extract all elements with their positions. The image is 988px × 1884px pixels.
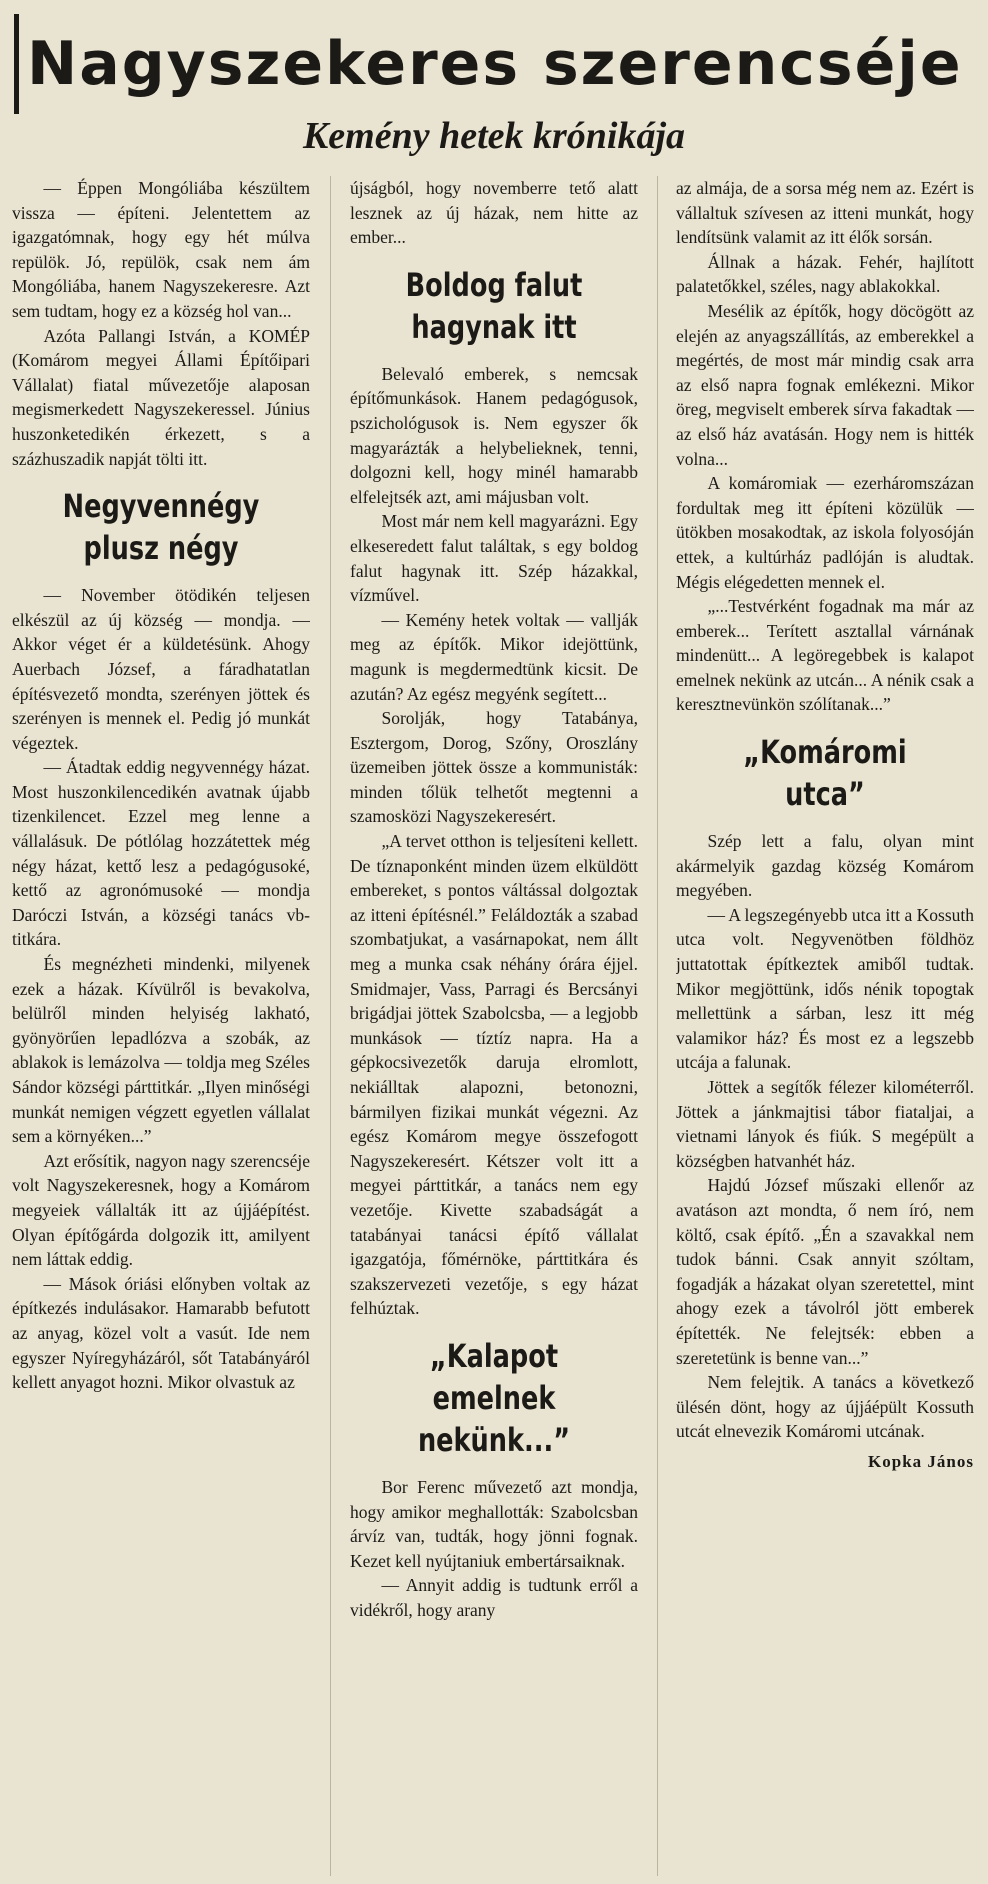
paragraph: Bor Ferenc művezető azt mondja, hogy amikor meghallották: Szabolcsban árvíz van, tudták, hogy jönni fognak. Kezet kell nyújtaniuk embertársaiknak. [350, 1476, 638, 1571]
paragraph: — Mások óriási előnyben voltak az építkezés indulásakor. Hamarabb befutott az anyag, közel volt a vasút. Ide nem egyszer Nyíregyházáról, sőt Tatabányáról kellett anyagot hozni. Mikor olvastuk az [12, 1273, 310, 1393]
paragraph: Azóta Pallangi István, a KOMÉP (Komárom megyei Állami Építőipari Vállalat) fiatal művezetője alaposan megismerkedett Nagyszekeressel. Június huszonketedikén érkezett, s a százhuszadik napját tölti itt. [12, 325, 310, 469]
paragraph: És megnézheti mindenki, milyenek ezek a házak. Kívülről is bevakolva, belülről minden helyiség lakható, gyönyörűen lepadlózva a szobák, az ablakok is lemázolva — toldja meg Széles Sándor községi párttitkár. „Ilyen minőségi munkát nemigen végzett egyetlen vállalat sem a környéken...” [12, 954, 310, 1147]
paragraph: az almája, de a sorsa még nem az. Ezért is vállaltuk szívesen az itteni munkát, hogy lendítsünk valamit az itt élők sorsán. [676, 178, 974, 248]
section-heading: Boldog falut hagynak itt [405, 265, 583, 346]
paragraph: — A legszegényebb utca itt a Kossuth utca volt. Negyvenötben földhöz juttatottak építkeztek amiből tudtak. Mikor megjöttünk, idős nénik topogtak mellettünk a sárban, lesz itt még valamikor ház? És most ez a legszebb utcája a falunak. [676, 904, 974, 1073]
paragraph: Belevaló emberek, s nemcsak építőmunkások. Hanem pedagógusok, pszichológusok is. Nem egyszer ők magyarázták a helybelieknek, tenni, dolgozni kell, hogy minél hamarabb elfelejtsék azt, ami májusban volt. [350, 363, 638, 507]
paragraph: Most már nem kell magyarázni. Egy elkeseredett falut találtak, s egy boldog falut hagynak itt. Szép házakkal, vízművel. [350, 511, 638, 606]
article-column-3 [676, 176, 974, 1876]
paragraph: Mesélik az építők, hogy döcögött az elején az anyagszállítás, az emberekkel a megértés, de most már mindig csak arra az első napra fognak emlékezni. Mikor öreg, megviselt emberek sírva fakadtak — az első ház avatásán. Hogy nem is hitték volna... [676, 300, 974, 469]
subheadline: Kemény hetek krónikája [302, 115, 686, 157]
paragraph: „...Testvérként fogadnak ma már az emberek... Terített asztallal várnának mindenütt... A legöregebbek is kalapot emelnek nekünk az utcán... A nénik csak a keresztnevünkön szólítanak...” [676, 596, 974, 715]
paragraph: „A tervet otthon is teljesíteni kellett. De tíznaponként minden üzem elküldött embereket, s pontos váltással dolgoztak az itteni építésnél.” Feláldozták a szabad szombatjukat, a vasárnapokat, nem állt meg a munka csak néhány órára éjjel. Smidmajer, Vass, Parragi és Bercsányi brigádjai jöttek Szabolcsba, — a legjobb munkások — tíztíz napra. Ha a gépkocsivezetők daruja elromlott, nekiálltak alapozni, betonozni, bármilyen fizikai munkát végezni. Az egész Komárom megye összefogott Nagyszekeresért. Kétszer volt itt a megyei párttitkár, a tanács nem egy vezetője. Kivette szabadságát a tatabányai tanácsi építő vállalat igazgatója, főmérnöke, párttitkára és szakszervezeti vezetője, s egy házat felhúztak. [350, 831, 638, 1319]
paragraph: Azt erősítik, nagyon nagy szerencséje volt Nagyszekeresnek, hogy a Komárom megyeiek vállalták itt az újjáépítést. Olyan építőgárda dolgozik itt, amilyent nem láttak eddig. [12, 1150, 310, 1270]
column-divider [330, 176, 331, 1876]
paragraph: — Átadtak eddig negyvennégy házat. Most huszonkilencedikén avatnak újabb tizenkilencet. Ezzel meg lenne a vállalásuk. De pótlólag hozzátettek még négy házat, kettő lesz a pedagógusoké, kettő az agronómusoké — mondja Daróczi István, a községi tanács vb-titkára. [12, 757, 310, 950]
paragraph: — Éppen Mongóliába készültem vissza — építeni. Jelentettem az igazgatómnak, hogy egy hét múlva repülök. Jó, repülök, csak nem ám Mongóliába, hanem Nagyszekeresre. Azt sem tudtam, hogy ez a község hol van... [12, 178, 310, 321]
paragraph: Sorolják, hogy Tatabánya, Esztergom, Dorog, Szőny, Oroszlány üzemeiben jöttek össze a kommunisták: minden tőlük telhetőt megtenni a szamosközi Nagyszekeresért. [350, 708, 638, 827]
article-column-2 [350, 176, 638, 1876]
paragraph: — Kemény hetek voltak — vallják meg az építők. Mikor idejöttünk, magunk is megdermedtünk kicsit. De azután? Az egész megyénk segített... [350, 609, 638, 704]
section-heading: „Komáromi utca” [743, 733, 907, 814]
article-column-1 [12, 176, 310, 1876]
paragraph: Jöttek a segítők félezer kilométerről. Jöttek a jánkmajtisi tábor fiataljai, a vietnami lányok és fiúk. S megépült a községben hatvanhét ház. [676, 1077, 974, 1171]
paragraph: újságból, hogy novemberre tető alatt lesznek az új házak, nem hitte az ember... [350, 178, 638, 248]
author-signature: Kopka János [868, 1451, 974, 1471]
paragraph: A komáromiak — ezerháromszázan fordultak meg itt építeni közülük — ütökben mosakodtak, az iskola folyosóján ettek, a kultúrház padlóján is aludtak. Mégis elégedetten mennek el. [676, 473, 974, 592]
paragraph: Állnak a házak. Fehér, hajlított palatetőkkel, széles, nagy ablakokkal. [676, 251, 974, 297]
paragraph: — Annyit addig is tudtunk erről a vidékről, hogy arany [350, 1575, 638, 1620]
section-heading: „Kalapot emelnek nekünk...” [417, 1336, 571, 1459]
section-heading: Negyvennégy plusz négy [62, 487, 260, 568]
paragraph: Nem felejtik. A tanács a következő ülésén dönt, hogy az újjáépült Kossuth utcát elnevezik Komáromi utcának. [676, 1372, 974, 1442]
column-divider [657, 176, 658, 1876]
paragraph: Szép lett a falu, olyan mint akármelyik gazdag község Komárom megyében. [676, 831, 974, 901]
headline: Nagyszekeres szerencséje [14, 14, 974, 114]
paragraph: — November ötödikén teljesen elkészül az új község — mondja. — Akkor véget ér a küldetésünk. Ahogy Auerbach József, a fáradhatatlan építésvezető mondta, szerényen jöttek és szerényen is mennek el. Pedig jó munkát végeztek. [12, 585, 310, 753]
paragraph: Hajdú József műszaki ellenőr az avatáson azt mondta, ő nem író, nem költő, csak építő. „Én a szavakkal nem tudok bánni. Csak annyit szóltam, fogadják a házakat olyan szeretettel, mint ahogy ezek a távolról jött emberek építették. Ne felejtsék: ebben a szeretetünk is benne van...” [676, 1175, 974, 1368]
